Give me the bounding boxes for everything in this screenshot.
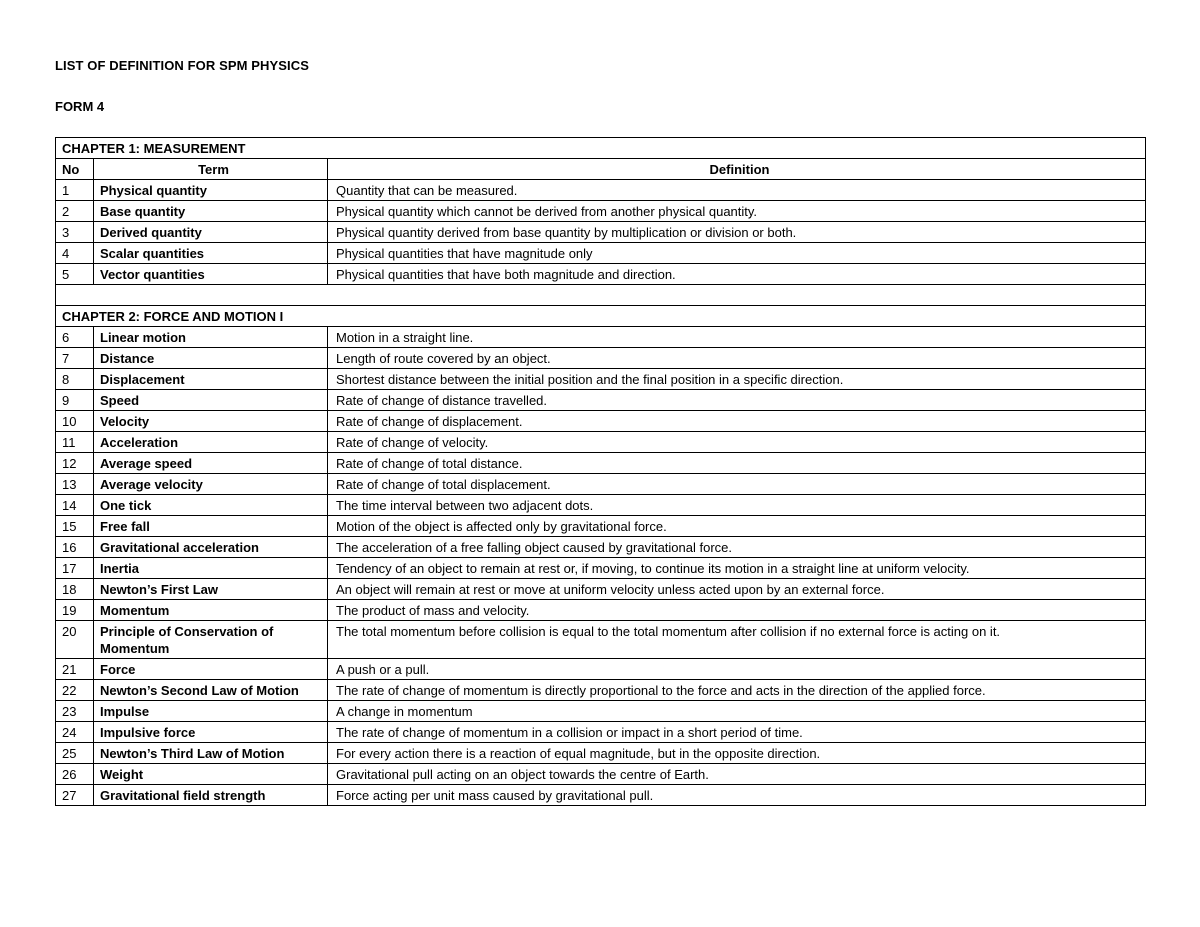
- table-row: [56, 222, 1146, 243]
- table-row: [56, 348, 1146, 369]
- row-number: 22: [56, 680, 94, 701]
- row-number: 18: [56, 579, 94, 600]
- row-definition: Physical quantity which cannot be derived from another physical quantity.: [328, 201, 1146, 222]
- table-row: [56, 558, 1146, 579]
- row-term: Velocity: [94, 411, 328, 432]
- row-number: 26: [56, 764, 94, 785]
- row-definition: Rate of change of distance travelled.: [328, 390, 1146, 411]
- table-row: [56, 243, 1146, 264]
- row-term: Base quantity: [94, 201, 328, 222]
- row-number: 3: [56, 222, 94, 243]
- table-row: [56, 516, 1146, 537]
- row-term: Distance: [94, 348, 328, 369]
- row-number: 6: [56, 327, 94, 348]
- row-number: 16: [56, 537, 94, 558]
- row-definition: The total momentum before collision is equal to the total momentum after collision if no external force is acting on it.: [328, 621, 1146, 659]
- row-term: Inertia: [94, 558, 328, 579]
- row-number: 19: [56, 600, 94, 621]
- table-row: [56, 659, 1146, 680]
- row-term: Newton’s First Law: [94, 579, 328, 600]
- table-row: [56, 369, 1146, 390]
- row-number: 25: [56, 743, 94, 764]
- row-term: Acceleration: [94, 432, 328, 453]
- table-row: [56, 180, 1146, 201]
- row-definition: Rate of change of total displacement.: [328, 474, 1146, 495]
- row-definition: Force acting per unit mass caused by gravitational pull.: [328, 785, 1146, 806]
- row-term: Force: [94, 659, 328, 680]
- table-row: [56, 680, 1146, 701]
- row-number: 17: [56, 558, 94, 579]
- row-definition: Quantity that can be measured.: [328, 180, 1146, 201]
- chapter-2-title: CHAPTER 2: FORCE AND MOTION I: [56, 306, 1146, 327]
- row-number: 1: [56, 180, 94, 201]
- row-number: 12: [56, 453, 94, 474]
- table-header-row: [56, 159, 1146, 180]
- row-number: 27: [56, 785, 94, 806]
- table-row: [56, 453, 1146, 474]
- table-row: [56, 621, 1146, 659]
- row-term: Linear motion: [94, 327, 328, 348]
- table-row: [56, 264, 1146, 285]
- row-term: Vector quantities: [94, 264, 328, 285]
- row-term: Derived quantity: [94, 222, 328, 243]
- row-number: 9: [56, 390, 94, 411]
- table-row: [56, 701, 1146, 722]
- row-definition: Motion in a straight line.: [328, 327, 1146, 348]
- header-term: Term: [94, 159, 328, 180]
- table-row: [56, 743, 1146, 764]
- row-number: 11: [56, 432, 94, 453]
- row-definition: Physical quantities that have magnitude only: [328, 243, 1146, 264]
- table-row: [56, 411, 1146, 432]
- row-term: Newton’s Third Law of Motion: [94, 743, 328, 764]
- table-row: [56, 537, 1146, 558]
- table-row: [56, 785, 1146, 806]
- chapter-separator-row: [56, 285, 1146, 306]
- document-title: LIST OF DEFINITION FOR SPM PHYSICS: [55, 58, 310, 73]
- header-definition: Definition: [328, 159, 1146, 180]
- row-definition: The product of mass and velocity.: [328, 600, 1146, 621]
- row-term: Gravitational acceleration: [94, 537, 328, 558]
- table-row: [56, 495, 1146, 516]
- table-row: [56, 474, 1146, 495]
- row-term: One tick: [94, 495, 328, 516]
- row-definition: Rate of change of total distance.: [328, 453, 1146, 474]
- row-definition: Gravitational pull acting on an object towards the centre of Earth.: [328, 764, 1146, 785]
- row-term: Physical quantity: [94, 180, 328, 201]
- row-definition: Tendency of an object to remain at rest or, if moving, to continue its motion in a straight line at uniform velocity.: [328, 558, 1146, 579]
- row-definition: The rate of change of momentum is directly proportional to the force and acts in the direction of the applied force.: [328, 680, 1146, 701]
- row-term: Average speed: [94, 453, 328, 474]
- row-definition: For every action there is a reaction of equal magnitude, but in the opposite direction.: [328, 743, 1146, 764]
- chapter-1-title: CHAPTER 1: MEASUREMENT: [56, 138, 1146, 159]
- empty-cell: [56, 285, 1146, 306]
- row-number: 7: [56, 348, 94, 369]
- row-term: Speed: [94, 390, 328, 411]
- row-number: 15: [56, 516, 94, 537]
- row-definition: The rate of change of momentum in a collision or impact in a short period of time.: [328, 722, 1146, 743]
- row-number: 13: [56, 474, 94, 495]
- row-number: 5: [56, 264, 94, 285]
- row-term: Newton’s Second Law of Motion: [94, 680, 328, 701]
- row-number: 24: [56, 722, 94, 743]
- table-row: [56, 201, 1146, 222]
- header-no: No: [56, 159, 94, 180]
- row-number: 4: [56, 243, 94, 264]
- row-number: 10: [56, 411, 94, 432]
- row-number: 2: [56, 201, 94, 222]
- row-term: Weight: [94, 764, 328, 785]
- row-definition: Motion of the object is affected only by gravitational force.: [328, 516, 1146, 537]
- row-term: Impulse: [94, 701, 328, 722]
- table-row: [56, 579, 1146, 600]
- row-number: 20: [56, 621, 94, 659]
- row-definition: Rate of change of velocity.: [328, 432, 1146, 453]
- chapter-2-heading-row: [56, 306, 1146, 327]
- table-row: [56, 764, 1146, 785]
- table-row: [56, 600, 1146, 621]
- form-heading: FORM 4: [55, 99, 105, 114]
- row-number: 14: [56, 495, 94, 516]
- row-definition: A change in momentum: [328, 701, 1146, 722]
- row-definition: An object will remain at rest or move at uniform velocity unless acted upon by an external force.: [328, 579, 1146, 600]
- row-term: Impulsive force: [94, 722, 328, 743]
- row-definition: Physical quantity derived from base quantity by multiplication or division or both.: [328, 222, 1146, 243]
- table-row: [56, 722, 1146, 743]
- chapter-1-heading-row: [56, 138, 1146, 159]
- table-row: [56, 432, 1146, 453]
- definition-table: [55, 137, 1146, 806]
- row-number: 23: [56, 701, 94, 722]
- table-row: [56, 390, 1146, 411]
- row-term: Momentum: [94, 600, 328, 621]
- row-definition: Shortest distance between the initial position and the final position in a specific direction.: [328, 369, 1146, 390]
- row-term: Principle of Conservation of Momentum: [94, 621, 328, 659]
- row-term: Gravitational field strength: [94, 785, 328, 806]
- row-definition: Rate of change of displacement.: [328, 411, 1146, 432]
- row-definition: A push or a pull.: [328, 659, 1146, 680]
- row-definition: Physical quantities that have both magnitude and direction.: [328, 264, 1146, 285]
- row-definition: Length of route covered by an object.: [328, 348, 1146, 369]
- row-term: Average velocity: [94, 474, 328, 495]
- row-number: 21: [56, 659, 94, 680]
- row-number: 8: [56, 369, 94, 390]
- row-term: Scalar quantities: [94, 243, 328, 264]
- row-definition: The time interval between two adjacent dots.: [328, 495, 1146, 516]
- row-term: Free fall: [94, 516, 328, 537]
- table-row: [56, 327, 1146, 348]
- row-term: Displacement: [94, 369, 328, 390]
- row-definition: The acceleration of a free falling object caused by gravitational force.: [328, 537, 1146, 558]
